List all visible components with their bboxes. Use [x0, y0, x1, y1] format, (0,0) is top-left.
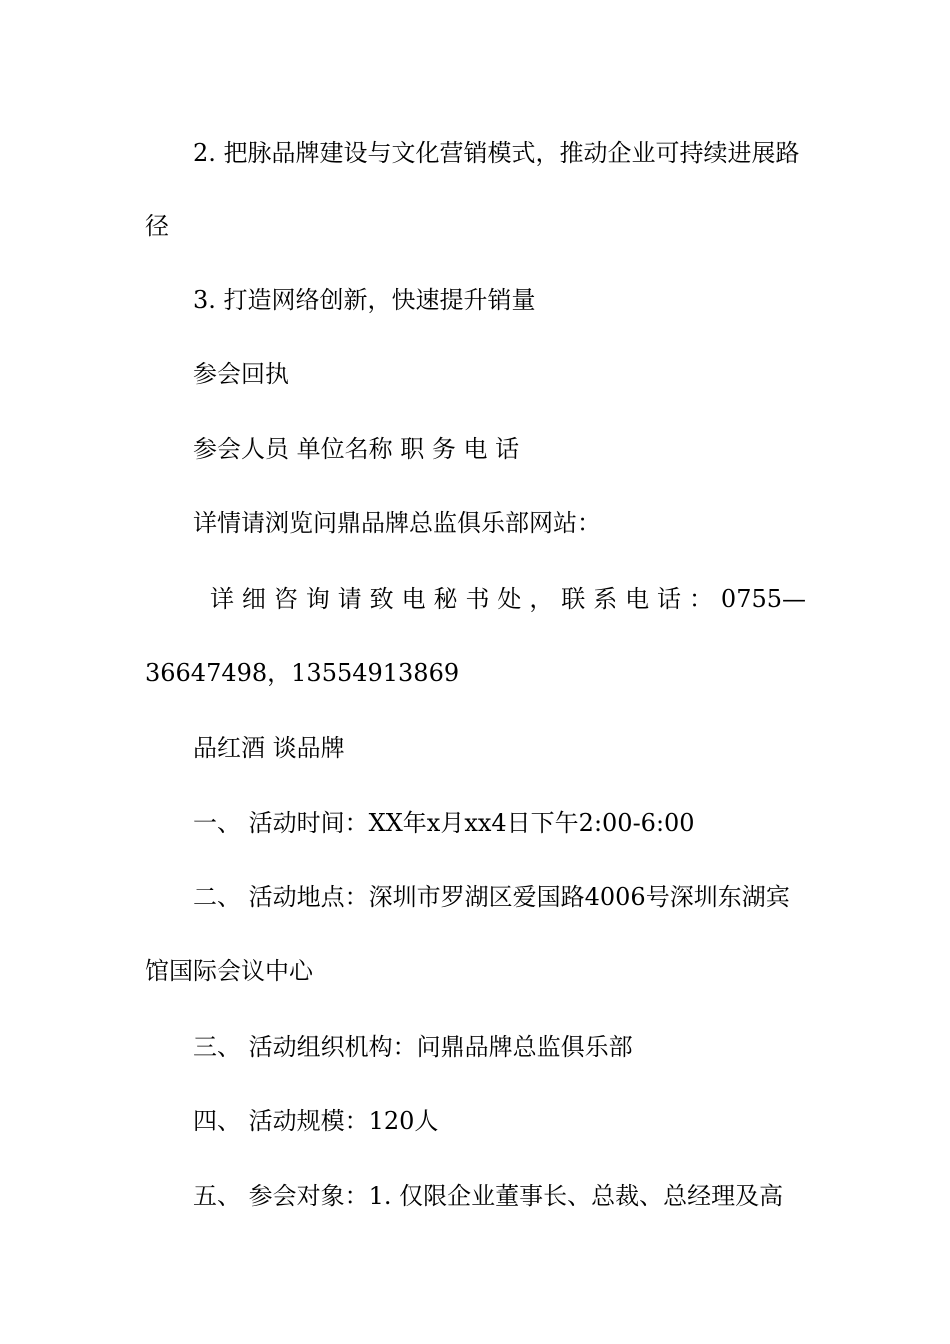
section-heading-wine: 品红酒 谈品牌	[193, 734, 345, 762]
website-note: 详情请浏览问鼎品牌总监俱乐部网站：	[193, 509, 601, 537]
activity-location: 二、 活动地点：深圳市罗湖区爱国路4006号深圳东湖宾	[193, 883, 790, 911]
text-line-continuation: 径	[145, 212, 169, 240]
text-line-item-3: 3. 打造网络创新，快速提升销量	[193, 286, 536, 314]
contact-phone-numbers: 36647498，13554913869	[145, 659, 460, 687]
activity-time: 一、 活动时间：XX年x月xx4日下午2:00-6:00	[193, 809, 695, 837]
activity-location-continuation: 馆国际会议中心	[145, 957, 313, 985]
reply-form-fields: 参会人员 单位名称 职 务 电 话	[193, 435, 520, 463]
activity-participants: 五、 参会对象：1. 仅限企业董事长、总裁、总经理及高	[193, 1182, 784, 1210]
activity-organizer: 三、 活动组织机构：问鼎品牌总监俱乐部	[193, 1033, 633, 1061]
text-line-item-2: 2. 把脉品牌建设与文化营销模式，推动企业可持续进展路	[193, 139, 800, 167]
contact-phone-line: 详细咨询请致电秘书处，联系电话：0755—	[210, 585, 806, 613]
activity-scale: 四、 活动规模：120人	[193, 1107, 439, 1135]
section-heading-reply: 参会回执	[193, 360, 289, 388]
